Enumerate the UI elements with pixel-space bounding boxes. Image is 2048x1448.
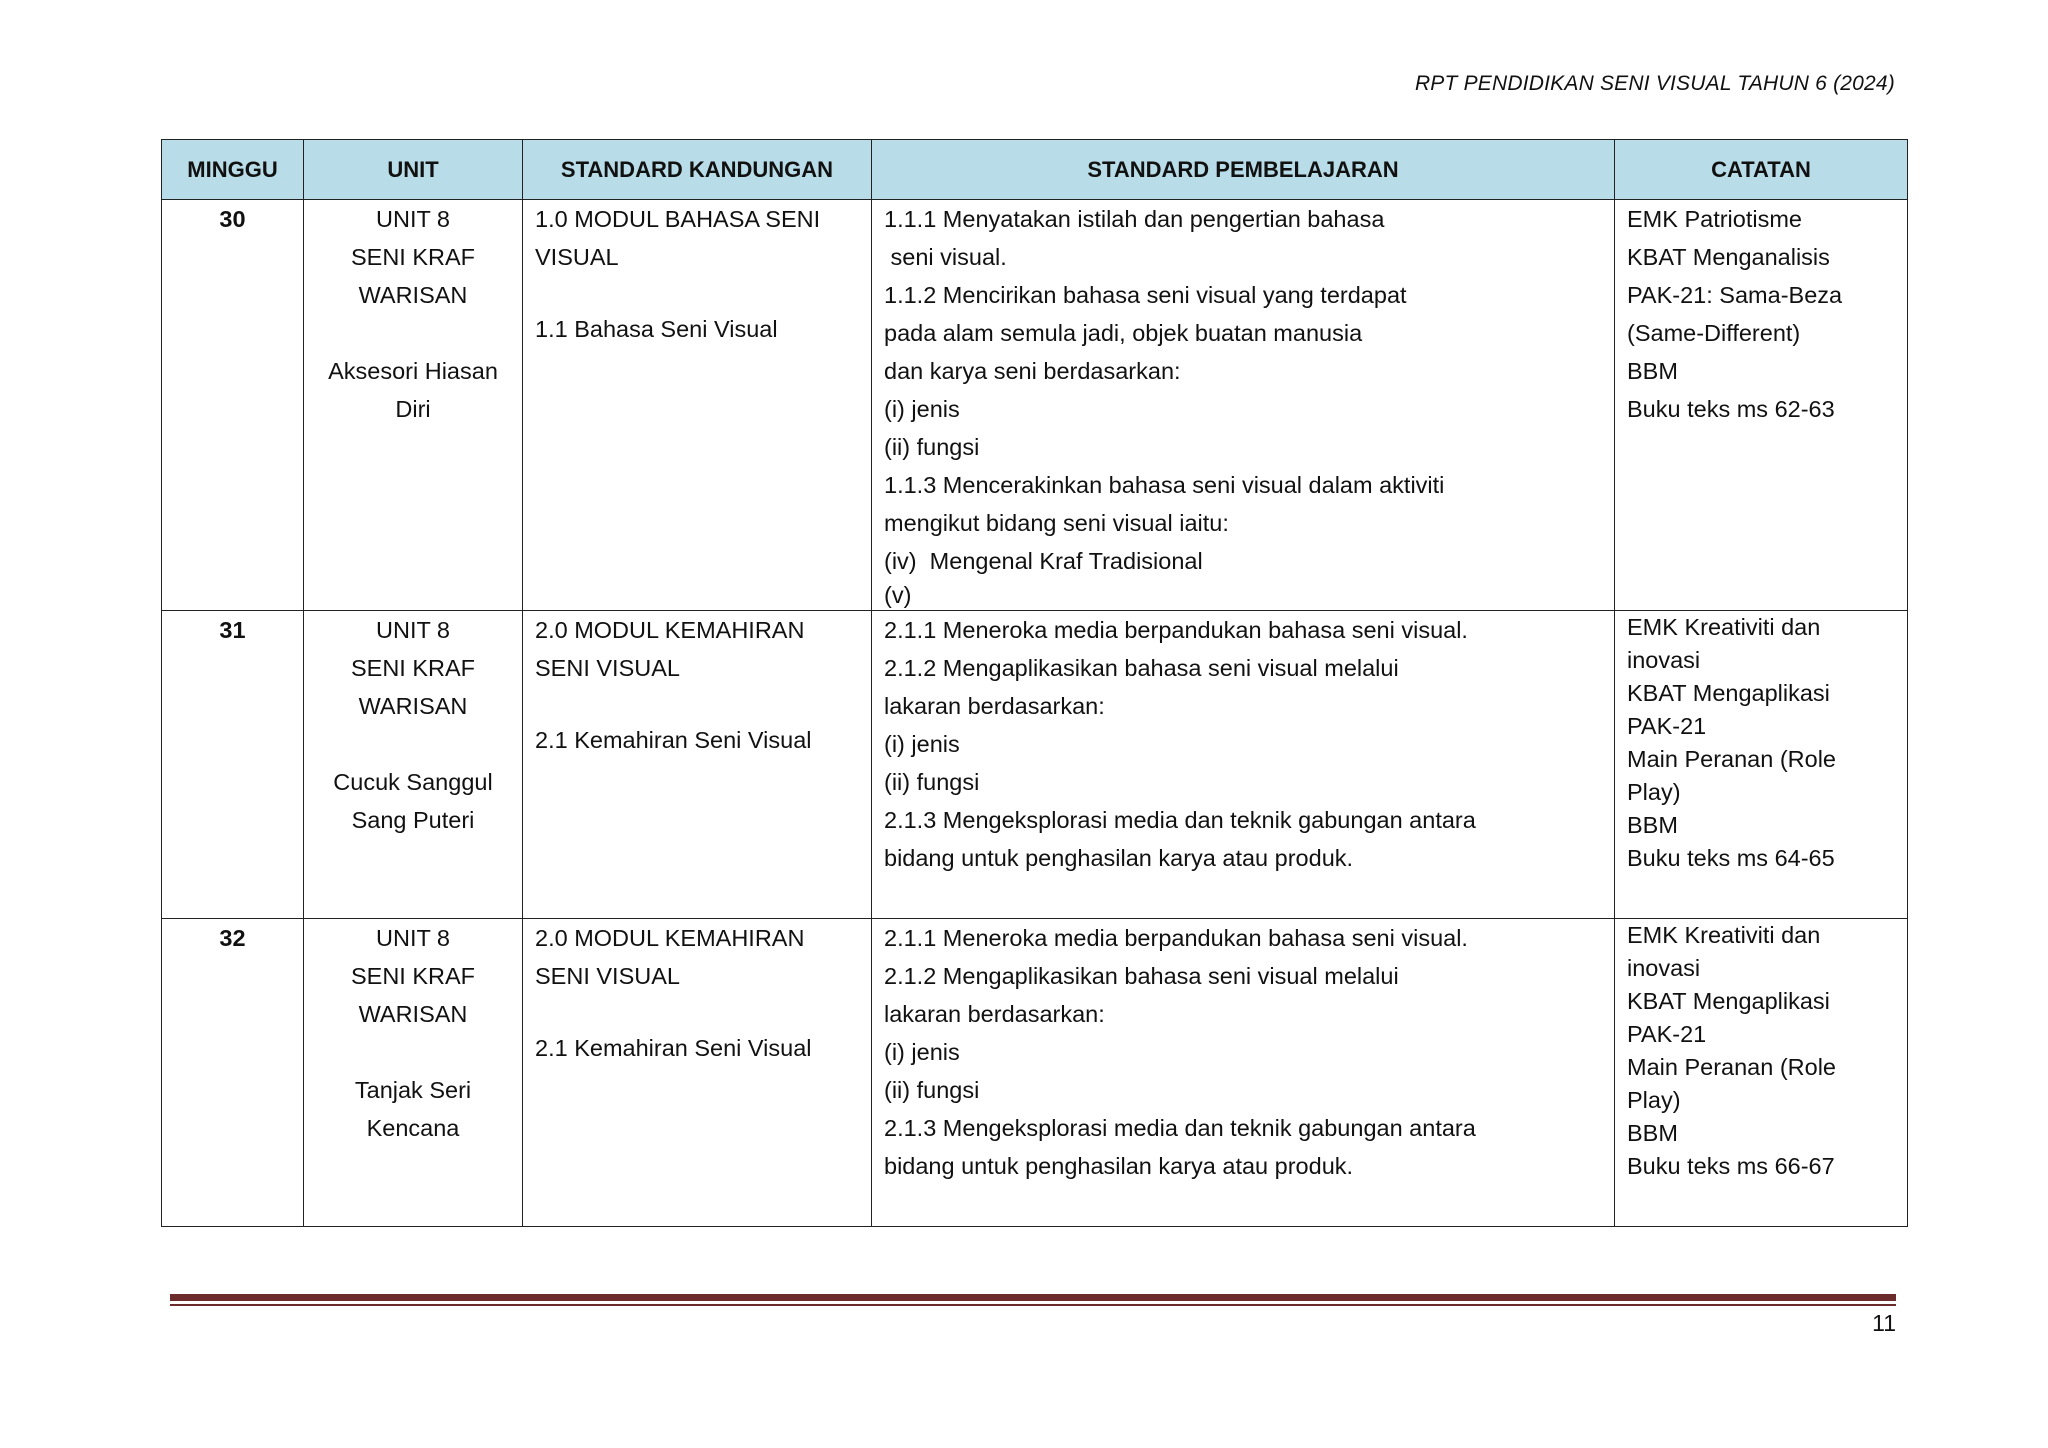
column-header-standard-kandungan: STANDARD KANDUNGAN <box>523 140 872 200</box>
page-number: 11 <box>1872 1310 1896 1336</box>
minggu-cell: 31 <box>162 611 304 919</box>
catatan-line: BBM <box>1627 812 1678 838</box>
unit-label: UNIT 8 <box>376 617 450 643</box>
sp-line: 2.1.1 Meneroka media berpandukan bahasa seni visual. <box>884 925 1468 951</box>
unit-label: WARISAN <box>358 282 468 308</box>
sp-line: pada alam semula jadi, objek buatan manusia <box>884 320 1363 346</box>
sp-line: 2.1.2 Mengaplikasikan bahasa seni visual melalui <box>884 963 1399 989</box>
sp-line: (ii) fungsi <box>884 434 980 460</box>
catatan-line: EMK Kreativiti dan <box>1627 614 1821 640</box>
table-row <box>162 200 1908 611</box>
footer-divider-thin <box>170 1304 1896 1306</box>
column-header-minggu: MINGGU <box>162 140 304 200</box>
sk-module: 2.0 MODUL KEMAHIRAN <box>535 617 805 643</box>
catatan-line: KBAT Mengaplikasi <box>1627 988 1830 1014</box>
sp-line: (i) jenis <box>884 396 960 422</box>
footer-divider <box>170 1294 1896 1306</box>
sp-line: bidang untuk penghasilan karya atau produk. <box>884 1153 1354 1179</box>
sp-line: 2.1.3 Mengeksplorasi media dan teknik gabungan antara <box>884 1115 1476 1141</box>
unit-topic: Aksesori Hiasan <box>328 358 498 384</box>
unit-cell <box>304 919 523 1227</box>
sp-line: mengikut bidang seni visual iaitu: <box>884 510 1229 536</box>
catatan-line: PAK-21: Sama-Beza <box>1627 282 1843 308</box>
unit-label: SENI KRAF <box>350 244 476 270</box>
sp-line: lakaran berdasarkan: <box>884 693 1105 719</box>
sk-module: SENI VISUAL <box>535 655 680 681</box>
unit-label: SENI KRAF <box>350 963 476 989</box>
catatan-line: EMK Patriotisme <box>1627 206 1802 232</box>
unit-cell <box>304 200 523 611</box>
unit-topic: Sang Puteri <box>351 807 475 833</box>
sk-module: 2.0 MODUL KEMAHIRAN <box>535 925 805 951</box>
unit-label: UNIT 8 <box>376 206 450 232</box>
unit-topic: Diri <box>395 396 431 422</box>
catatan-line: PAK-21 <box>1627 713 1707 739</box>
catatan-line: inovasi <box>1627 647 1701 673</box>
sp-line: 2.1.3 Mengeksplorasi media dan teknik gabungan antara <box>884 807 1476 833</box>
sp-line: lakaran berdasarkan: <box>884 1001 1105 1027</box>
sp-line: (v) <box>884 582 912 608</box>
catatan-line: Play) <box>1627 1087 1681 1113</box>
sp-line: seni visual. <box>884 244 1007 270</box>
catatan-cell <box>1615 919 1908 1227</box>
unit-label: SENI KRAF <box>350 655 476 681</box>
unit-label: WARISAN <box>358 693 468 719</box>
catatan-line: (Same-Different) <box>1627 320 1801 346</box>
catatan-line: KBAT Menganalisis <box>1627 244 1830 270</box>
table-header-row <box>162 140 1908 200</box>
catatan-line: BBM <box>1627 1120 1678 1146</box>
standard-kandungan-cell <box>523 200 872 611</box>
minggu-cell: 30 <box>162 200 304 611</box>
sp-line: 1.1.1 Menyatakan istilah dan pengertian bahasa <box>884 206 1385 232</box>
unit-label: UNIT 8 <box>376 925 450 951</box>
sk-subtopic: 2.1 Kemahiran Seni Visual <box>535 727 812 753</box>
catatan-line: Play) <box>1627 779 1681 805</box>
catatan-line: Buku teks ms 66-67 <box>1627 1153 1835 1179</box>
catatan-line: EMK Kreativiti dan <box>1627 922 1821 948</box>
sp-line: 1.1.3 Mencerakinkan bahasa seni visual dalam aktiviti <box>884 472 1445 498</box>
column-header-unit: UNIT <box>304 140 523 200</box>
sp-line: dan karya seni berdasarkan: <box>884 358 1181 384</box>
rpt-table <box>161 139 1908 1227</box>
table-row <box>162 919 1908 1227</box>
unit-label: WARISAN <box>358 1001 468 1027</box>
sp-line: 1.1.2 Mencirikan bahasa seni visual yang terdapat <box>884 282 1407 308</box>
sk-module: 1.0 MODUL BAHASA SENI <box>535 206 821 232</box>
unit-cell <box>304 611 523 919</box>
unit-topic: Kencana <box>366 1115 460 1141</box>
catatan-line: KBAT Mengaplikasi <box>1627 680 1830 706</box>
standard-kandungan-cell <box>523 611 872 919</box>
sk-subtopic: 1.1 Bahasa Seni Visual <box>535 316 778 342</box>
column-header-standard-pembelajaran: STANDARD PEMBELAJARAN <box>872 140 1615 200</box>
sp-line: (i) jenis <box>884 731 960 757</box>
sp-line: (i) jenis <box>884 1039 960 1065</box>
standard-pembelajaran-cell <box>872 611 1615 919</box>
document-header-title: RPT PENDIDIKAN SENI VISUAL TAHUN 6 (2024) <box>1414 72 1895 95</box>
catatan-line: Main Peranan (Role <box>1627 1054 1836 1080</box>
catatan-cell <box>1615 611 1908 919</box>
unit-topic: Tanjak Seri <box>354 1077 472 1103</box>
sp-line: bidang untuk penghasilan karya atau produk. <box>884 845 1354 871</box>
catatan-line: Main Peranan (Role <box>1627 746 1836 772</box>
footer-divider-thick <box>170 1294 1896 1301</box>
catatan-line: BBM <box>1627 358 1678 384</box>
standard-pembelajaran-cell <box>872 200 1615 611</box>
standard-pembelajaran-cell <box>872 919 1615 1227</box>
catatan-cell <box>1615 200 1908 611</box>
sk-module: VISUAL <box>535 244 619 270</box>
sp-line: (ii) fungsi <box>884 1077 980 1103</box>
standard-kandungan-cell <box>523 919 872 1227</box>
sp-line: 2.1.2 Mengaplikasikan bahasa seni visual melalui <box>884 655 1399 681</box>
catatan-line: PAK-21 <box>1627 1021 1707 1047</box>
sp-line: 2.1.1 Meneroka media berpandukan bahasa seni visual. <box>884 617 1468 643</box>
catatan-line: Buku teks ms 62-63 <box>1627 396 1835 422</box>
catatan-line: Buku teks ms 64-65 <box>1627 845 1835 871</box>
unit-topic: Cucuk Sanggul <box>333 769 493 795</box>
minggu-cell: 32 <box>162 919 304 1227</box>
table-row <box>162 611 1908 919</box>
column-header-catatan: CATATAN <box>1615 140 1908 200</box>
catatan-line: inovasi <box>1627 955 1701 981</box>
sp-line: (iv) Mengenal Kraf Tradisional <box>884 548 1203 574</box>
sk-module: SENI VISUAL <box>535 963 680 989</box>
sp-line: (ii) fungsi <box>884 769 980 795</box>
sk-subtopic: 2.1 Kemahiran Seni Visual <box>535 1035 812 1061</box>
